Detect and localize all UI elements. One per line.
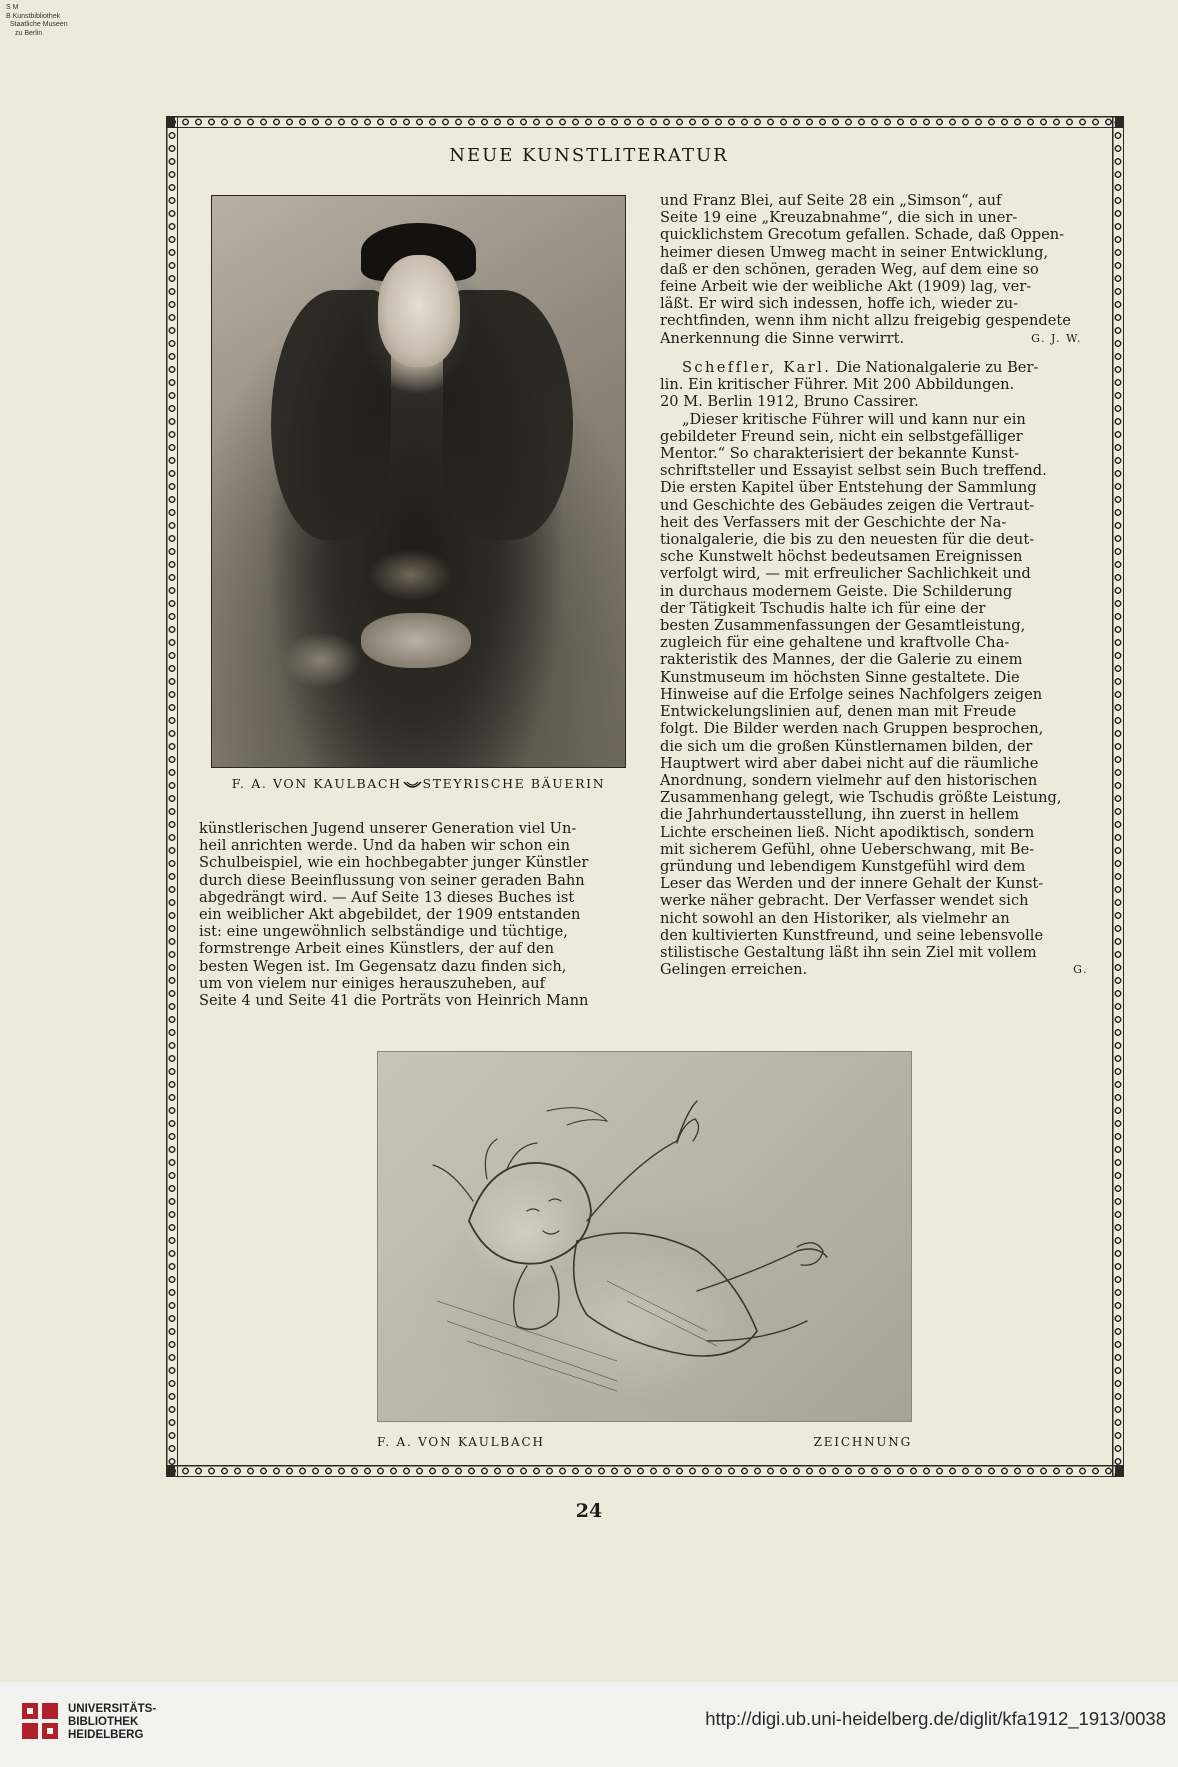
text-line: folgt. Die Bilder werden nach Gruppen besprochen, xyxy=(660,720,1044,738)
text-line: quicklichstem Grecotum gefallen. Schade, daß Oppen- xyxy=(660,226,1065,244)
portrait-hands xyxy=(361,613,471,668)
border-corner xyxy=(166,1465,175,1477)
sketch-image xyxy=(377,1051,912,1422)
university-library-logo-icon xyxy=(18,1699,62,1743)
border-right xyxy=(1112,116,1124,1477)
text-line: nicht sowohl an den Historiker, als vielmehr an xyxy=(660,909,1010,927)
text-line: heil anrichten werde. Und da haben wir schon ein xyxy=(199,837,571,855)
reference-title: Die Nationalgalerie zu Ber- xyxy=(831,359,1039,377)
stamp-line: Staatliche Museen xyxy=(10,21,68,28)
text-line: durch diese Beeinflussung von seiner geraden Bahn xyxy=(199,871,585,889)
text-line: 20 M. Berlin 1912, Bruno Cassirer. xyxy=(660,393,919,411)
text-line xyxy=(660,359,1088,376)
text-line: in durchaus modernem Geiste. Die Schilderung xyxy=(660,582,1013,600)
sketch-caption-artist: F. A. VON KAULBACH xyxy=(377,1435,545,1449)
text-line: Kunstmuseum im höchsten Sinne gestaltete. Die xyxy=(660,668,1020,686)
right-text-column xyxy=(660,192,1088,979)
stamp-line: zu Berlin xyxy=(15,29,43,37)
review-signature: G. J. W. xyxy=(1031,331,1082,345)
text-line: Seite 19 eine „Kreuzabnahme“, die sich in uner- xyxy=(660,209,1018,227)
infant-drawing xyxy=(377,1051,912,1422)
text-line: formstrenge Arbeit eines Künstlers, der auf den xyxy=(199,940,555,958)
text-line: Zusammenhang gelegt, wie Tschudis größte Leistung, xyxy=(660,789,1062,807)
library-name xyxy=(68,1703,156,1742)
text-line: feine Arbeit wie der weibliche Akt (1909) lag, ver- xyxy=(660,278,1032,296)
text-line: Seite 4 und Seite 41 die Porträts von Heinrich Mann xyxy=(199,992,589,1010)
page-heading: NEUE KUNSTLITERATUR xyxy=(449,145,729,166)
border-left xyxy=(166,116,178,1477)
text-line: zugleich für eine gehaltene und kraftvolle Cha- xyxy=(660,634,1010,652)
text-line: besten Zusammenfassungen der Gesamtleistung, xyxy=(660,617,1026,635)
portrait-caption-title: STEYRISCHE BÄUERIN xyxy=(422,776,606,791)
border-top xyxy=(166,116,1124,128)
text-line: Anordnung, sondern vielmehr auf den historischen xyxy=(660,771,1038,789)
portrait-image xyxy=(211,195,626,768)
text-line: heimer diesen Umweg macht in seiner Entwicklung, xyxy=(660,243,1049,261)
review-paragraph-1 xyxy=(660,192,1088,347)
text-line: Hauptwert wird aber dabei nicht auf die räumliche xyxy=(660,754,1039,772)
portrait-caption xyxy=(212,776,625,791)
portrait-shawl-left xyxy=(271,290,391,540)
left-text-column xyxy=(199,820,629,1009)
border-bottom xyxy=(166,1465,1124,1477)
stamp-line: B Kunstbibliothek xyxy=(6,12,61,20)
text-line: rechtfinden, wenn ihm nicht allzu freigebig gespendete xyxy=(660,312,1071,330)
text-line: Hinweise auf die Erfolge seines Nachfolgers zeigen xyxy=(660,685,1043,703)
review-signature: G. xyxy=(1073,963,1088,977)
text-line: tionalgalerie, die bis zu den neuesten für die deut- xyxy=(660,531,1035,549)
page-number: 24 xyxy=(575,1500,603,1522)
library-name-line: UNIVERSITÄTS- xyxy=(68,1703,157,1715)
text-line: werke näher gebracht. Der Verfasser wendet sich xyxy=(660,892,1029,910)
sketch-caption-title: ZEICHNUNG xyxy=(813,1435,912,1449)
text-line: den kultivierten Kunstfreund, und seine lebensvolle xyxy=(660,926,1044,944)
text-line: heit des Verfassers mit der Geschichte der Na- xyxy=(660,513,1007,531)
text-line: Lichte erscheinen ließ. Nicht apodiktisch, sondern xyxy=(660,823,1035,841)
ornament-separator-icon xyxy=(403,780,422,789)
text-line: Mentor.“ So charakterisiert der bekannte Kunst- xyxy=(660,445,1020,463)
text-line: gründung und lebendigem Kunstgefühl wird dem xyxy=(660,857,1026,875)
text-line: mit sicherem Gefühl, ohne Ueberschwang, mit Be- xyxy=(660,840,1035,858)
text-line: der Tätigkeit Tschudis halte ich für eine der xyxy=(660,599,986,617)
border-corner xyxy=(1115,1465,1124,1477)
text-line: abgedrängt wird. — Auf Seite 13 dieses Buches ist xyxy=(199,888,575,906)
permalink-url[interactable]: http://digi.ub.uni-heidelberg.de/diglit/kfa1912_1913/0038 xyxy=(705,1708,1166,1729)
text-line: daß er den schönen, geraden Weg, auf dem eine so xyxy=(660,260,1039,278)
library-name-line: HEIDELBERG xyxy=(68,1729,144,1741)
text-line: besten Wegen ist. Im Gegensatz dazu finden sich, xyxy=(199,957,567,975)
text-line: Gelingen erreichen. xyxy=(660,961,808,979)
text-line: lin. Ein kritischer Führer. Mit 200 Abbildungen. xyxy=(660,376,1015,394)
review-paragraph-2 xyxy=(660,411,1088,979)
text-line: die Jahrhundertausstellung, ihn zuerst in hellem xyxy=(660,806,1019,824)
text-line: gebildeter Freund sein, nicht ein selbstgefälliger xyxy=(660,427,1023,445)
library-stamp xyxy=(6,4,68,38)
portrait-shawl-right xyxy=(443,290,573,540)
text-line: Entwickelungslinien auf, denen man mit Freude xyxy=(660,703,1017,721)
text-line: künstlerischen Jugend unserer Generation viel Un- xyxy=(199,820,577,837)
text-line: Anerkennung die Sinne verwirrt. xyxy=(660,329,905,347)
book-reference xyxy=(660,359,1088,411)
text-line: ein weiblicher Akt abgebildet, der 1909 entstanden xyxy=(199,906,581,924)
text-line: und Franz Blei, auf Seite 28 ein „Simson“, auf xyxy=(660,192,1002,209)
text-line: „Dieser kritische Führer will und kann nur ein xyxy=(682,410,1026,428)
border-corner xyxy=(1115,116,1124,128)
text-line: Die ersten Kapitel über Entstehung der Sammlung xyxy=(660,479,1037,497)
text-line: schriftsteller und Essayist selbst sein Buch treffend. xyxy=(660,462,1047,480)
text-line: die sich um die großen Künstlernamen bilden, der xyxy=(660,737,1033,755)
reference-author: Scheffler, Karl. xyxy=(682,359,832,377)
library-name-line: BIBLIOTHEK xyxy=(68,1716,139,1728)
text-line: stilistische Gestaltung läßt ihn sein Ziel mit vollem xyxy=(660,943,1037,961)
text-line: um von vielem nur einiges herauszuheben, auf xyxy=(199,974,546,992)
library-footer xyxy=(0,1682,1178,1767)
portrait-face xyxy=(378,255,460,367)
text-line: Leser das Werden und der innere Gehalt der Kunst- xyxy=(660,875,1044,893)
border-corner xyxy=(166,116,175,128)
text-line: läßt. Er wird sich indessen, hoffe ich, wieder zu- xyxy=(660,295,1019,313)
text-line: rakteristik des Mannes, der die Galerie zu einem xyxy=(660,651,1023,669)
text-line: ist: eine ungewöhnlich selbständige und tüchtige, xyxy=(199,923,568,941)
text-line: sche Kunstwelt höchst bedeutsamen Ereignissen xyxy=(660,548,1023,566)
text-line: und Geschichte des Gebäudes zeigen die Vertraut- xyxy=(660,496,1035,514)
text-line: verfolgt wird, — mit erfreulicher Sachlichkeit und xyxy=(660,565,1031,583)
stamp-line: S M xyxy=(6,4,19,11)
portrait-caption-artist: F. A. VON KAULBACH xyxy=(231,776,402,791)
text-line: Schulbeispiel, wie ein hochbegabter junger Künstler xyxy=(199,854,589,872)
